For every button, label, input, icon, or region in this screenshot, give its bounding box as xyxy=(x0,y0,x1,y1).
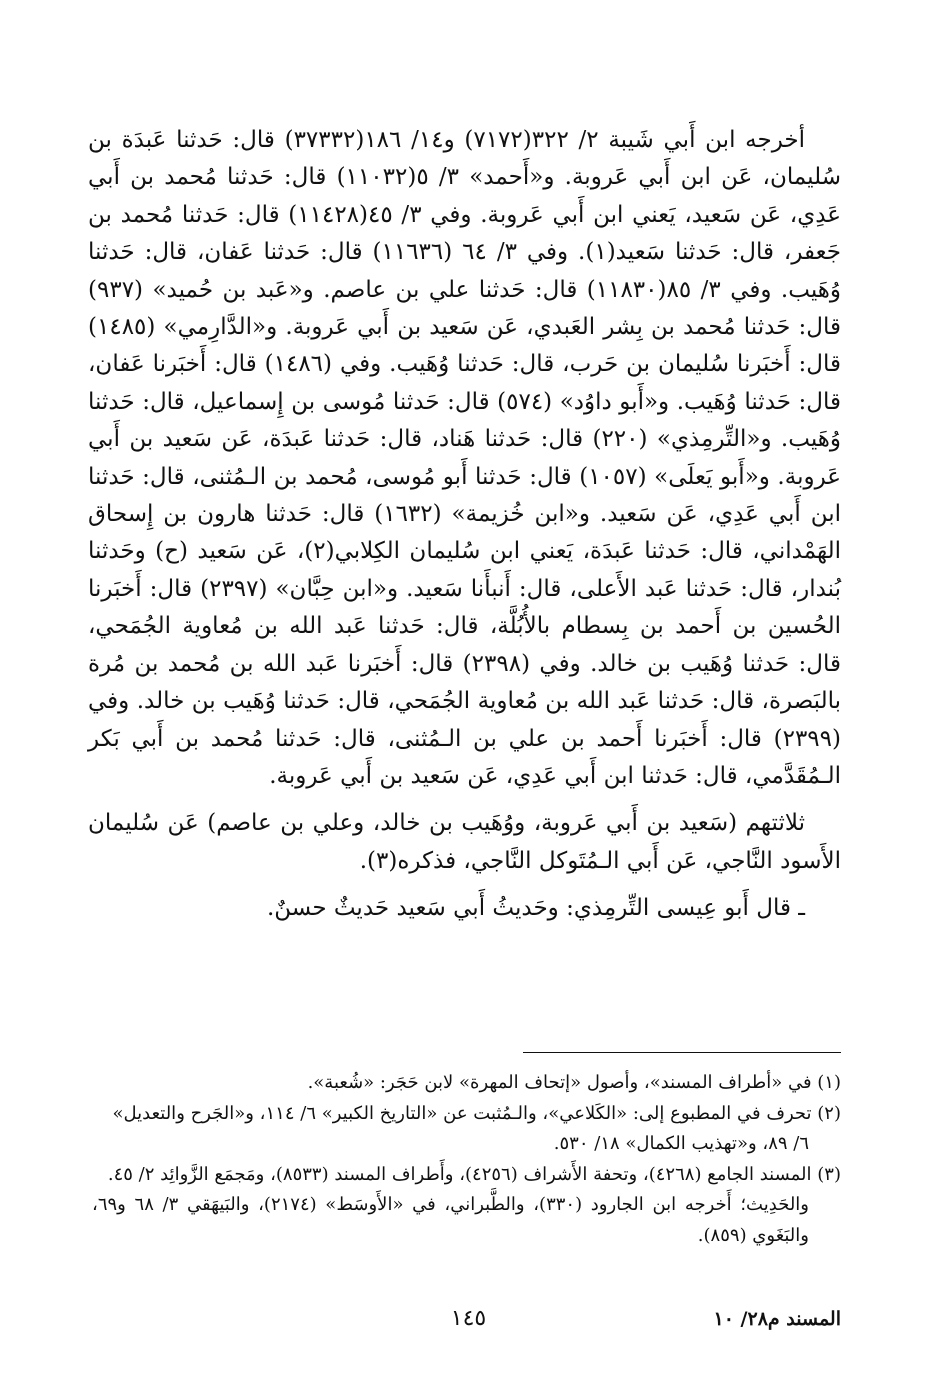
footnotes xyxy=(92,1068,841,1251)
footnote-2 xyxy=(92,1099,841,1160)
footnote-text: (١) في «أطراف المسند»، وأصول «إتحاف المهرة» لابن حَجَر: «شُعبة». xyxy=(307,1072,841,1093)
page-number: ١٤٥ xyxy=(450,1306,487,1331)
footnote-text: (٢) تحرف في المطبوع إلى: «الكَلاعي»، والـمُثبت عن «التاريخ الكبير» ٦/ ١١٤، و«الجَرح والتعديل» xyxy=(112,1102,841,1124)
footnote-continuation: ٦/ ٨٩، و«تهذيب الكمال» ١٨/ ٥٣٠. xyxy=(553,1133,809,1154)
footnote-1 xyxy=(92,1068,841,1099)
paragraph-summary: ثلاثتهم (سَعيد بن أَبي عَروبة، ووُهَيب بن خالد، وعلي بن عاصم) عَن سُليمان الأَسود النَّاجي، عَن أَبي الـمُتَوكل النَّاجي، فذكره(٣). xyxy=(88,810,841,874)
paragraph-tirmidhi-ruling: ـ قال أَبو عِيسى التِّرمِذي: وحَديثُ أَبي سَعيد حَديثٌ حسنٌ. xyxy=(266,895,805,922)
footnote-continuation: والحَدِيث؛ أَخرجه ابن الجارود (٣٣٠)، والطَّبراني، في «الأَوسَط» (٢١٧٤)، والبَيهَقي ٣/ ٦٨ و٦٩، والبَغَوي (٨٥٩). xyxy=(92,1194,809,1246)
footnote-divider xyxy=(523,1052,841,1053)
footnote-text: (٣) المسند الجامع (٤٢٦٨)، وتحفة الأَشراف (٤٢٥٦)، وأَطراف المسند (٨٥٣٣)، ومَجمَع الزَّوائِد ٢/ ٤٥. xyxy=(107,1163,841,1185)
footnote-3 xyxy=(92,1160,841,1252)
main-text xyxy=(88,122,841,928)
volume-signature: المسند م٢٨/ ١٠ xyxy=(713,1308,841,1330)
paragraph-takhrij: أخرجه ابن أَبي شَيبة ٢/ ٣٢٢(٧١٧٢) و١٤/ ١٨٦(٣٧٣٣٢) قال: حَدثنا عَبدَة بن سُليمان، عَن ابن أَبي عَروبة. و«أَحمد» ٣/ ٥(١١٠٣٢) قال: حَدثنا مُحمد بن أَبي عَدِي، عَن سَعيد، يَعني ابن أَبي عَروبة. وفي ٣/ ٤٥(١١٤٢٨) قال: حَدثنا مُحمد بن جَعفر، قال: حَدثنا سَعيد(١). وفي ٣/ ٦٤ (١١٦٣٦) قال: حَدثنا عَفان، قال: حَدثنا وُهَيب. وفي ٣/ ٨٥(١١٨٣٠) قال: حَدثنا علي بن عاصم. و«عَبد بن حُميد» (٩٣٧) قال: حَدثنا مُحمد بن بِشر العَبدي، عَن سَعيد بن أَبي عَروبة. و«الدَّارِمي» (١٤٨٥) قال: أَخبَرنا سُليمان بن حَرب، قال: حَدثنا وُهَيب. وفي (١٤٨٦) قال: أَخبَرنا عَفان، قال: حَدثنا وُهَيب. و«أَبو داوُد» (٥٧٤) قال: حَدثنا مُوسى بن إِسماعيل، قال: حَدثنا وُهَيب. و«التِّرمِذي» (٢٢٠) قال: حَدثنا هَناد، قال: حَدثنا عَبدَة، عَن سَعيد بن أَبي عَروبة. و«أَبو يَعلَى» (١٠٥٧) قال: حَدثنا أَبو مُوسى، مُحمد بن الـمُثنى، قال: حَدثنا ابن أَبي عَدِي، عَن سَعيد. و«ابن خُزيمة» (١٦٣٢) قال: حَدثنا هارون بن إِسحاق الهَمْداني، قال: حَدثنا عَبدَة، يَعني ابن سُليمان الكِلابي(٢)، عَن سَعيد (ح) وحَدثنا بُندار، قال: حَدثنا عَبد الأَعلى، قال: أَنبأَنا سَعيد. و«ابن حِبَّان» (٢٣٩٧) قال: أَخبَرنا الحُسين بن أَحمد بن بِسطام بالأُبُلَّة، قال: حَدثنا عَبد الله بن مُعاوية الجُمَحي، قال: حَدثنا وُهَيب بن خالد. وفي (٢٣٩٨) قال: أَخبَرنا عَبد الله بن مُحمد بن مُرة بالبَصرة، قال: حَدثنا عَبد الله بن مُعاوية الجُمَحي، قال: حَدثنا وُهَيب بن خالد. وفي (٢٣٩٩) قال: أَخبَرنا أَحمد بن علي بن الـمُثنى، قال: حَدثنا مُحمد بن أَبي بَكر الـمُقَدَّمي، قال: حَدثنا ابن أَبي عَدِي، عَن سَعيد بن أَبي عَروبة. xyxy=(88,127,842,789)
